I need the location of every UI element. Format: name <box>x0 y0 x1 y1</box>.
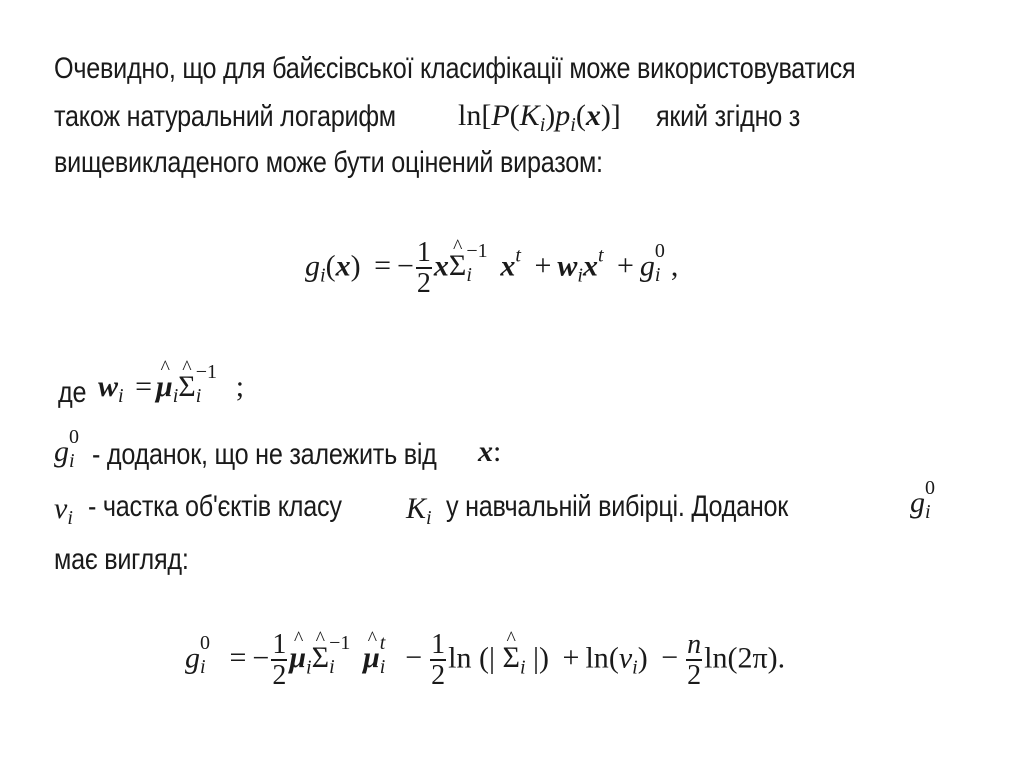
definition-nu-end <box>54 545 189 575</box>
paragraph-line-1-text: Очевидно, що для байєсівської класифікації може використовуватися <box>54 52 856 85</box>
inline-formula-ln: $\ln[P(K_i)p_i(x)]$ <box>458 99 621 136</box>
definition-nu-text-mid <box>446 492 788 522</box>
definition-g0-text-body: - доданок, що не залежить від <box>92 438 437 471</box>
formula-g0: g 0 i = − $\frac{1}{2}$ ^ $\mu_i\^{}$ Σ −1 i ^ μ t i − $\frac{1}{2}$ ln (| ^ $\Sigma_i$ |) + $\ln(\nu_i)$ − $\frac{n}{2}$ ln(2π). <box>185 630 785 691</box>
definition-g0-symbol: g 0 i <box>54 426 79 473</box>
paragraph-line-2-end-text: який згідно з <box>656 100 801 133</box>
formula-discriminant: $g_i(x)$ = − $\frac{1}{2}$ x^ Σ −1 i $x^t + w_ix^t + g$ 0 i , <box>305 238 678 299</box>
definition-g0-text <box>92 440 437 470</box>
definition-nu-text-body: - частка об'єктів класу <box>88 490 342 523</box>
definition-g0-var: x: <box>478 435 502 468</box>
paragraph-line-2-end <box>656 102 800 132</box>
definition-w-label-text: де <box>58 376 87 409</box>
definition-nu-symbol: $\nu_i$ <box>54 492 73 529</box>
paragraph-line-1 <box>54 54 855 84</box>
definition-nu-text <box>88 492 342 522</box>
definition-nu-text-mid-body: у навчальній вибірці. Доданок <box>446 490 789 523</box>
definition-w-formula: $w_i$ =^ $\mu_i\^{}$ Σ −1 i ; <box>98 372 244 406</box>
definition-nu-end-text: має вигляд: <box>54 543 189 576</box>
definition-nu-g0: g 0 i <box>910 477 935 524</box>
paragraph-line-3 <box>54 148 603 178</box>
definition-nu-class: $K_i$ <box>406 492 432 529</box>
paragraph-line-2 <box>54 102 396 132</box>
paragraph-line-2-text: також натуральний логарифм <box>54 100 396 133</box>
paragraph-line-3-text: вищевикладеного може бути оцінений виразом: <box>54 146 603 179</box>
definition-w-label <box>58 378 86 408</box>
